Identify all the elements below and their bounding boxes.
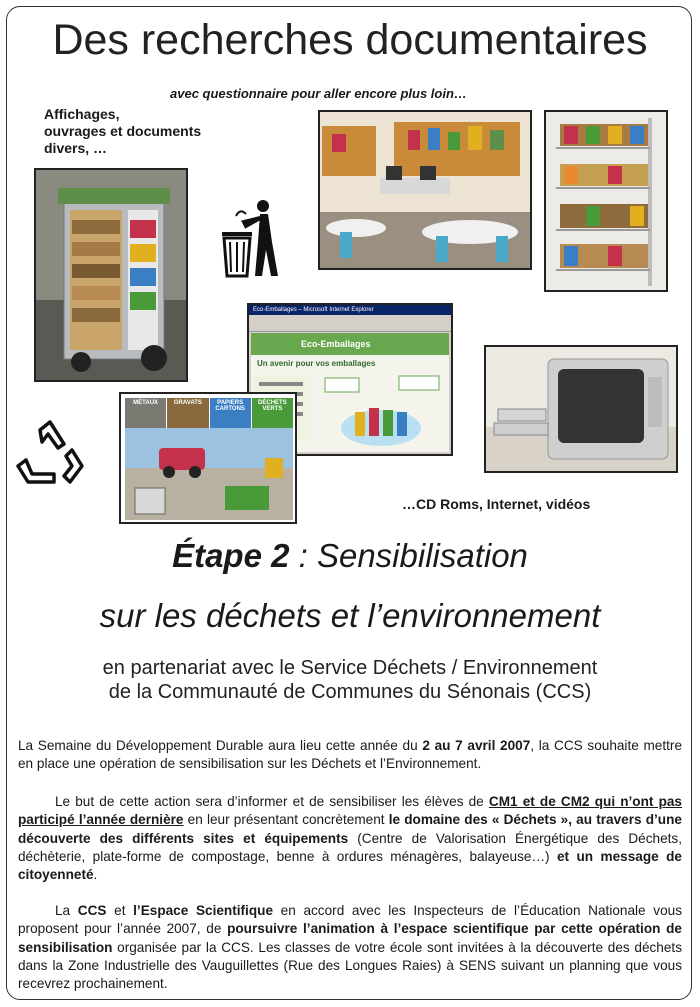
browser-title-bar: Eco-Emballages – Microsoft Internet Explorer [249, 305, 451, 315]
stage-title-line2: sur les déchets et l’environnement [99, 597, 601, 634]
stage-title [0, 536, 700, 576]
screenshot-waste-game [119, 392, 297, 524]
trash-man-icon [216, 198, 286, 280]
photo-classroom [318, 110, 532, 270]
site-banner: Eco-Emballages [251, 333, 449, 355]
tv-illustration [486, 347, 676, 471]
bin-label: MÉTAUX [125, 398, 167, 428]
partner-line: de la Communauté de Communes du Sénonais (CCS) [108, 681, 592, 703]
paragraph-1: La Semaine du Développement Durable aura lieu cette année du 2 au 7 avril 2007, la CCS souhaite mettre en place une opération de sensibilisation sur les Déchets et l’Environnement. [18, 738, 683, 772]
page-title: Des recherches documentaires [52, 16, 648, 64]
bin-label: PAPIERS CARTONS [210, 398, 252, 428]
stage-title-rest: : Sensibilisation [289, 537, 528, 574]
bin-row [125, 398, 293, 428]
trolley-illustration [36, 170, 186, 380]
caption-media: …CD Roms, Internet, vidéos [402, 496, 591, 512]
stage-label: Étape 2 [172, 537, 290, 574]
bin-label: DÉCHETS VERTS [252, 398, 293, 428]
partner-line: en partenariat avec le Service Déchets / Environnement [102, 657, 598, 679]
partner-text [0, 656, 700, 704]
photo-recycling-trolley [34, 168, 188, 382]
paragraph-2: Le but de cette action sera d’informer et de sensibiliser les élèves de CM1 et de CM2 qui n’ont pas participé l’année dernière en leur présentant concrètement le domaine des « Déchets », au travers d’une découverte des différents sites et équipements (Centre de Valorisation Énergétique des Déchets, déchèterie, plate-forme de compostage, benne à ordures ménagères, balayeuse…) et un message de citoyenneté. [18, 794, 682, 883]
classroom-illustration [320, 112, 530, 268]
game-scene [125, 398, 293, 520]
page-subtitle: avec questionnaire pour aller encore plus loin… [170, 86, 467, 101]
bin-label: GRAVATS [167, 398, 209, 428]
photo-tv-vcr [484, 345, 678, 473]
browser-toolbar [249, 315, 451, 332]
site-tagline: Un avenir pour vos emballages [257, 359, 376, 368]
paragraph-3: La CCS et l’Espace Scientifique en accord avec les Inspecteurs de l’Éducation Nationale vous proposent pour l’année 2007, de poursuivre l’animation à l’espace scientifique par cette opération de sensibilisation organisée par la CCS. Les classes de votre école sont invitées à la découverte des déchets dans la Zone Industrielle des Vauguillettes (Rue des Longues Raies) à SENS suivant un planning que vous recevrez prochainement. [18, 903, 682, 992]
game-illustration [125, 428, 293, 520]
caption-affichages: Affichages, ouvrages et documents divers, … [44, 106, 202, 156]
recycle-icon [14, 420, 86, 488]
photo-book-rack [544, 110, 668, 292]
book-rack-illustration [546, 112, 666, 290]
